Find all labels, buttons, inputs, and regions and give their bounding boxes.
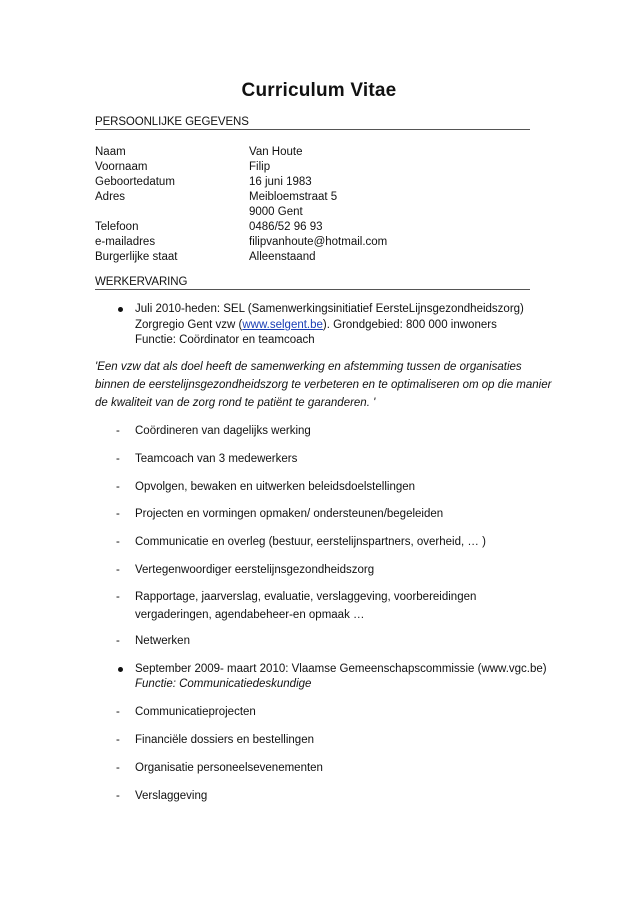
label-adres: Adres [95, 191, 126, 203]
section-heading-experience: WERKERVARING [95, 276, 530, 290]
dash-icon: - [116, 425, 120, 437]
job1-task-7-cont: vergaderingen, agendabeheer-en opmaak … [135, 609, 365, 621]
label-naam: Naam [95, 146, 126, 158]
job1-quote-line1: 'Een vzw dat als doel heeft de samenwerking en afstemming tussen de organisaties [95, 361, 522, 373]
value-adres-line2: 9000 Gent [249, 206, 303, 218]
label-geboortedatum: Geboortedatum [95, 176, 175, 188]
bullet-icon [118, 667, 123, 672]
job1-task-5: Communicatie en overleg (bestuur, eerstelijnspartners, overheid, … ) [135, 536, 486, 548]
dash-icon: - [116, 481, 120, 493]
value-telefoon: 0486/52 96 93 [249, 221, 323, 233]
job2-function: Functie: Communicatiedeskundige [135, 678, 312, 690]
job1-task-2: Teamcoach van 3 medewerkers [135, 453, 298, 465]
job1-line1: Juli 2010-heden: SEL (Samenwerkingsinitiatief EersteLijnsgezondheidszorg) [135, 303, 524, 315]
value-email: filipvanhoute@hotmail.com [249, 236, 388, 248]
dash-icon: - [116, 591, 120, 603]
job1-task-8: Netwerken [135, 635, 190, 647]
job1-task-6: Vertegenwoordiger eerstelijnsgezondheidszorg [135, 564, 375, 576]
dash-icon: - [116, 706, 120, 718]
label-voornaam: Voornaam [95, 161, 148, 173]
dash-icon: - [116, 536, 120, 548]
job1-task-4: Projecten en vormingen opmaken/ ondersteunen/begeleiden [135, 508, 444, 520]
job2-task-4: Verslaggeving [135, 790, 208, 802]
label-burgerlijke-staat: Burgerlijke staat [95, 251, 178, 263]
job1-quote-line3: de kwaliteit van de zorg rond te patiënt te garanderen. ' [95, 397, 376, 409]
job1-quote-line2: binnen de eerstelijnsgezondheidszorg te verbeteren en te optimaliseren om op die manier [95, 379, 552, 391]
label-email: e-mailadres [95, 236, 156, 248]
job2-task-1: Communicatieprojecten [135, 706, 256, 718]
job1-line2 [135, 318, 497, 333]
value-burgerlijke-staat: Alleenstaand [249, 251, 316, 263]
label-telefoon: Telefoon [95, 221, 139, 233]
job1-line2-pre: Zorgregio Gent vzw ( [135, 319, 243, 331]
dash-icon: - [116, 762, 120, 774]
value-voornaam: Filip [249, 161, 271, 173]
dash-icon: - [116, 453, 120, 465]
job2-line1: September 2009- maart 2010: Vlaamse Gemeenschapscommissie (www.vgc.be) [135, 663, 547, 675]
dash-icon: - [116, 635, 120, 647]
value-geboortedatum: 16 juni 1983 [249, 176, 312, 188]
dash-icon: - [116, 564, 120, 576]
page-title: Curriculum Vitae [241, 80, 397, 101]
job1-task-3: Opvolgen, bewaken en uitwerken beleidsdoelstellingen [135, 481, 416, 493]
job1-task-1: Coördineren van dagelijks werking [135, 425, 311, 437]
dash-icon: - [116, 790, 120, 802]
value-adres-line1: Meibloemstraat 5 [249, 191, 338, 203]
bullet-icon [118, 307, 123, 312]
dash-icon: - [116, 734, 120, 746]
job1-task-7: Rapportage, jaarverslag, evaluatie, verslaggeving, voorbereidingen [135, 591, 477, 603]
job1-line2-post: ). Grondgebied: 800 000 inwoners [322, 319, 497, 331]
job2-task-2: Financiële dossiers en bestellingen [135, 734, 314, 746]
selgent-link[interactable]: www.selgent.be [242, 319, 323, 331]
job1-function: Functie: Coördinator en teamcoach [135, 334, 315, 346]
dash-icon: - [116, 508, 120, 520]
value-naam: Van Houte [249, 146, 303, 158]
section-heading-personal: PERSOONLIJKE GEGEVENS [95, 116, 530, 130]
job2-task-3: Organisatie personeelsevenementen [135, 762, 323, 774]
